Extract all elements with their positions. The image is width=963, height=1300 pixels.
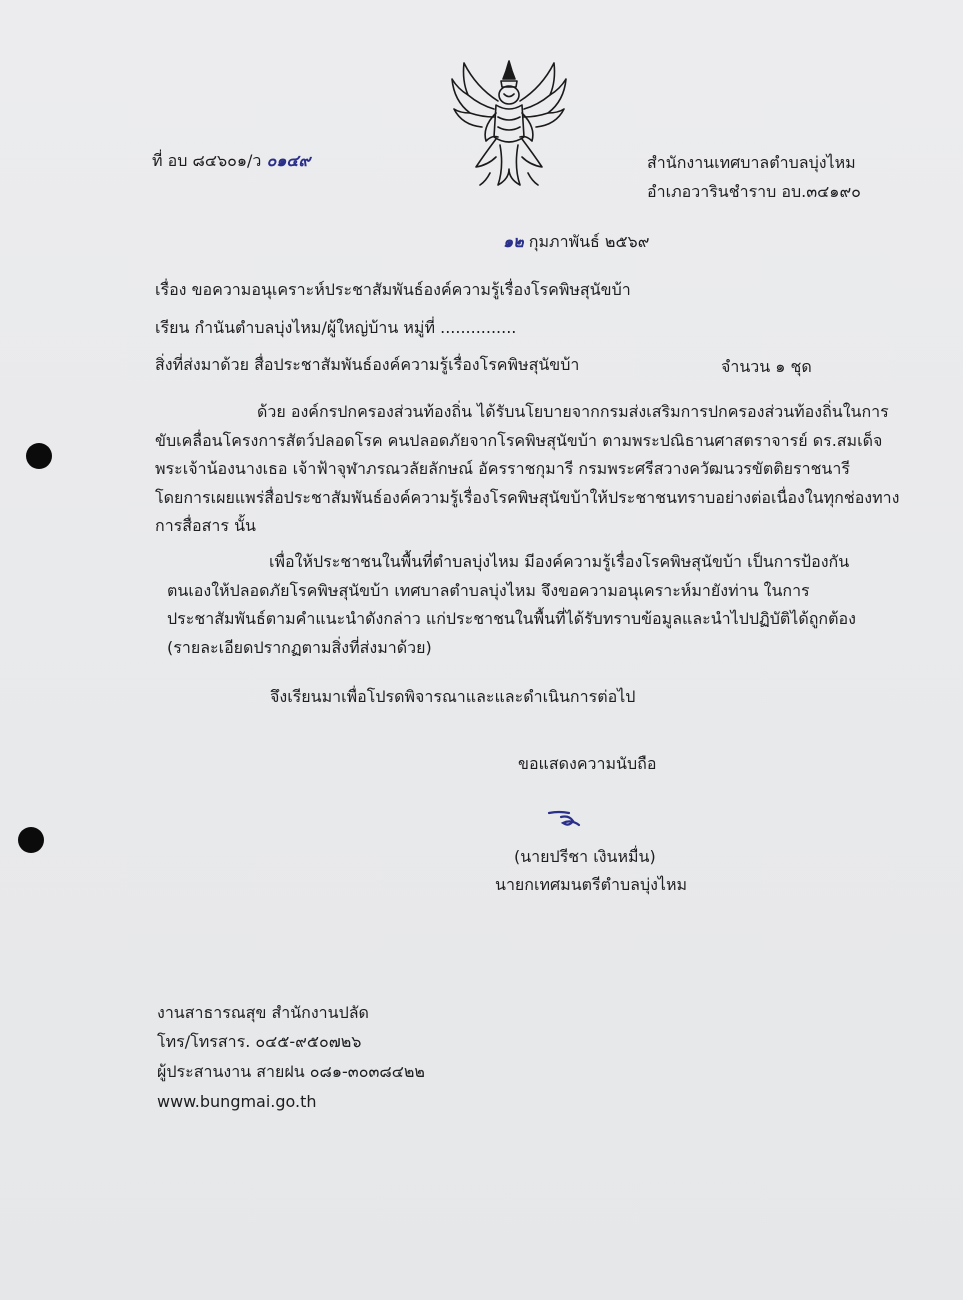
subject-line: เรื่อง ขอความอนุเคราะห์ประชาสัมพันธ์องค์ความรู้เรื่องโรคพิษสุนัขบ้า <box>155 280 631 299</box>
office-address: อำเภอวารินชำราบ อบ.๓๔๑๙๐ <box>647 182 861 201</box>
reference-prefix: ที่ อบ ๘๔๖๐๑/ว <box>152 151 262 170</box>
date-day-handwritten: ๑๒ <box>503 232 524 251</box>
punch-hole-top <box>26 443 52 469</box>
body-paragraph-1 <box>155 398 900 541</box>
footer-website: www.bungmai.go.th <box>157 1092 317 1111</box>
punch-hole-bottom <box>18 827 44 853</box>
paragraph-2-line-4: (รายละเอียดปรากฏตามสิ่งที่ส่งมาด้วย) <box>167 637 432 657</box>
letter-date <box>503 231 649 253</box>
enclosure-quantity: จำนวน ๑ ชุด <box>721 357 812 376</box>
paragraph-1-line-3: พระเจ้าน้องนางเธอ เจ้าฟ้าจุฬาภรณวลัยลักษณ์ อัครราชกุมารี กรมพระศรีสวางควัฒนวรขัตติยราชนารี <box>155 459 850 478</box>
paragraph-2-line-2: ตนเองให้ปลอดภัยโรคพิษสุนัขบ้า เทศบาลตำบลบุ่งไหม จึงขอความอนุเคราะห์มายังท่าน ในการ <box>167 580 810 600</box>
paragraph-2-line-1: เพื่อให้ประชาชนในพื้นที่ตำบลบุ่งไหม มีองค์ความรู้เรื่องโรคพิษสุนัขบ้า เป็นการป้องกัน <box>269 552 850 571</box>
body-paragraph-2 <box>167 548 879 662</box>
signatory-position: นายกเทศมนตรีตำบลบุ่งไหม <box>495 875 688 894</box>
paragraph-2-line-3: ประชาสัมพันธ์ตามคำแนะนำดังกล่าว แก่ประชาชนในพื้นที่ได้รับทราบข้อมูลและนำไปปฏิบัติได้ถูกต้อง <box>167 609 856 628</box>
paragraph-1-line-1: ด้วย องค์กรปกครองส่วนท้องถิ่น ได้รับนโยบายจากกรมส่งเสริมการปกครองส่วนท้องถิ่นในการ <box>257 402 889 421</box>
reference-number <box>152 150 310 172</box>
paragraph-1-line-5: การสื่อสาร นั้น <box>155 516 256 535</box>
enclosure-line: สิ่งที่ส่งมาด้วย สื่อประชาสัมพันธ์องค์ความรู้เรื่องโรคพิษสุนัขบ้า <box>155 355 580 374</box>
signatory-name: (นายปรีชา เงินหมื่น) <box>514 847 656 866</box>
paragraph-1-line-2: ขับเคลื่อนโครงการสัตว์ปลอดโรค คนปลอดภัยจากโรคพิษสุนัขบ้า ตามพระปณิธานศาสตราจารย์ ดร.สมเด็จ <box>155 430 883 450</box>
recipient-line: เรียน กำนันตำบลบุ่งไหม/ผู้ใหญ่บ้าน หมู่ที่ ............... <box>155 318 517 337</box>
garuda-emblem-icon <box>446 57 572 192</box>
office-name: สำนักงานเทศบาลตำบลบุ่งไหม <box>647 153 856 172</box>
reference-handwritten-number: ๐๑๔๙ <box>266 151 311 170</box>
footer-coordinator: ผู้ประสานงาน สายฝน ๐๘๑-๓๐๓๘๔๒๒ <box>157 1062 425 1081</box>
paragraph-1-line-4: โดยการเผยแพร่สื่อประชาสัมพันธ์องค์ความรู้เรื่องโรคพิษสุนัขบ้าให้ประชาชนทราบอย่างต่อเนื่องในทุกช่องทาง <box>155 487 900 507</box>
footer-department: งานสาธารณสุข สำนักงานปลัด <box>157 1003 369 1022</box>
date-month-year: กุมภาพันธ์ ๒๕๖๙ <box>528 232 650 251</box>
closing-request: จึงเรียนมาเพื่อโปรดพิจารณาและและดำเนินการต่อไป <box>270 687 636 706</box>
footer-phone: โทร/โทรสาร. ๐๔๕-๙๕๐๗๒๖ <box>157 1032 362 1051</box>
handwritten-signature-icon <box>545 805 595 831</box>
salutation: ขอแสดงความนับถือ <box>518 754 657 773</box>
